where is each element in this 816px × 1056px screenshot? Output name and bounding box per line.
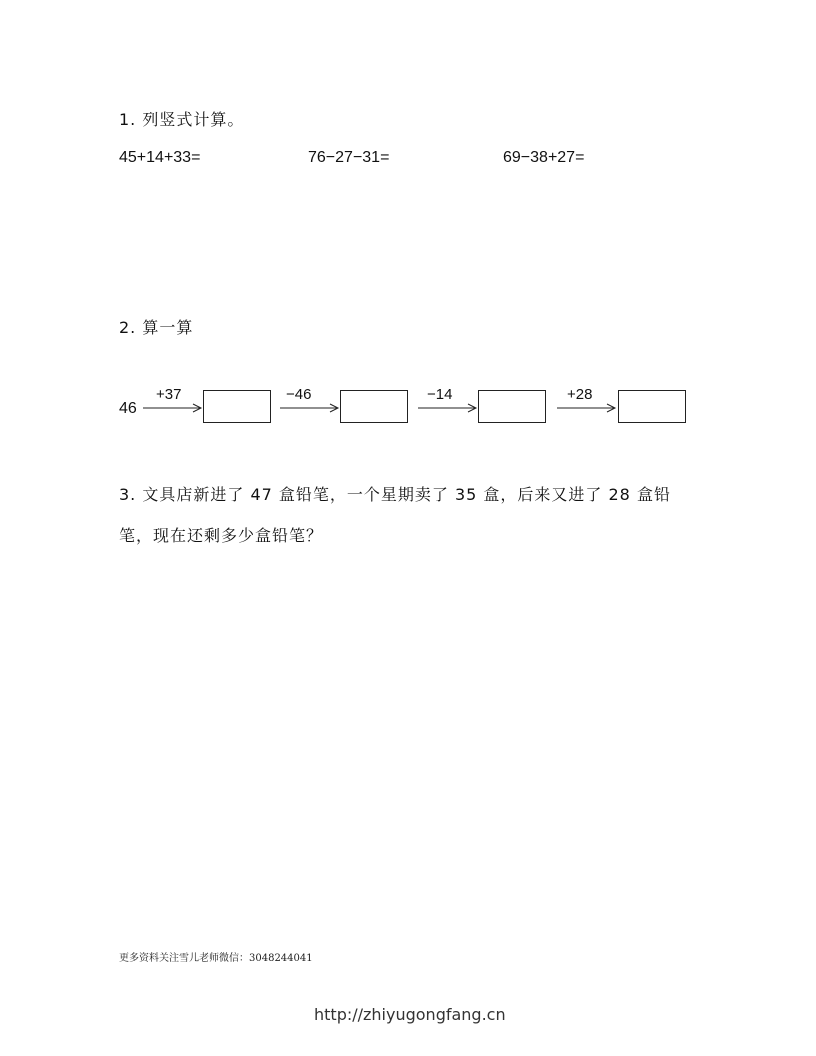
chain-start-number: 46 [119,400,137,417]
footer-url[interactable]: http://zhiyugongfang.cn [314,1005,506,1024]
answer-box-4[interactable] [618,390,686,423]
expression-2: 76−27−31= [308,149,390,166]
chain-op-4: +28 [567,386,593,403]
answer-box-3[interactable] [478,390,546,423]
arrow-3-icon [418,403,478,413]
expression-1: 45+14+33= [119,149,201,166]
expression-3: 69−38+27= [503,149,585,166]
arrow-1-icon [143,403,203,413]
arrow-4-icon [557,403,617,413]
chain-op-1: +37 [156,386,182,403]
chain-op-3: −14 [427,386,453,403]
question-1-title: 1. 列竖式计算。 [119,110,245,129]
question-3-line-1: 3. 文具店新进了 47 盒铅笔，一个星期卖了 35 盒，后来又进了 28 盒铅 [119,485,671,504]
arrow-2-icon [280,403,340,413]
answer-box-1[interactable] [203,390,271,423]
question-2-title: 2. 算一算 [119,318,194,337]
footer-note: 更多资料关注雪儿老师微信：3048244041 [119,953,313,964]
answer-box-2[interactable] [340,390,408,423]
chain-op-2: −46 [286,386,312,403]
question-3-line-2: 笔，现在还剩多少盒铅笔？ [119,526,324,545]
